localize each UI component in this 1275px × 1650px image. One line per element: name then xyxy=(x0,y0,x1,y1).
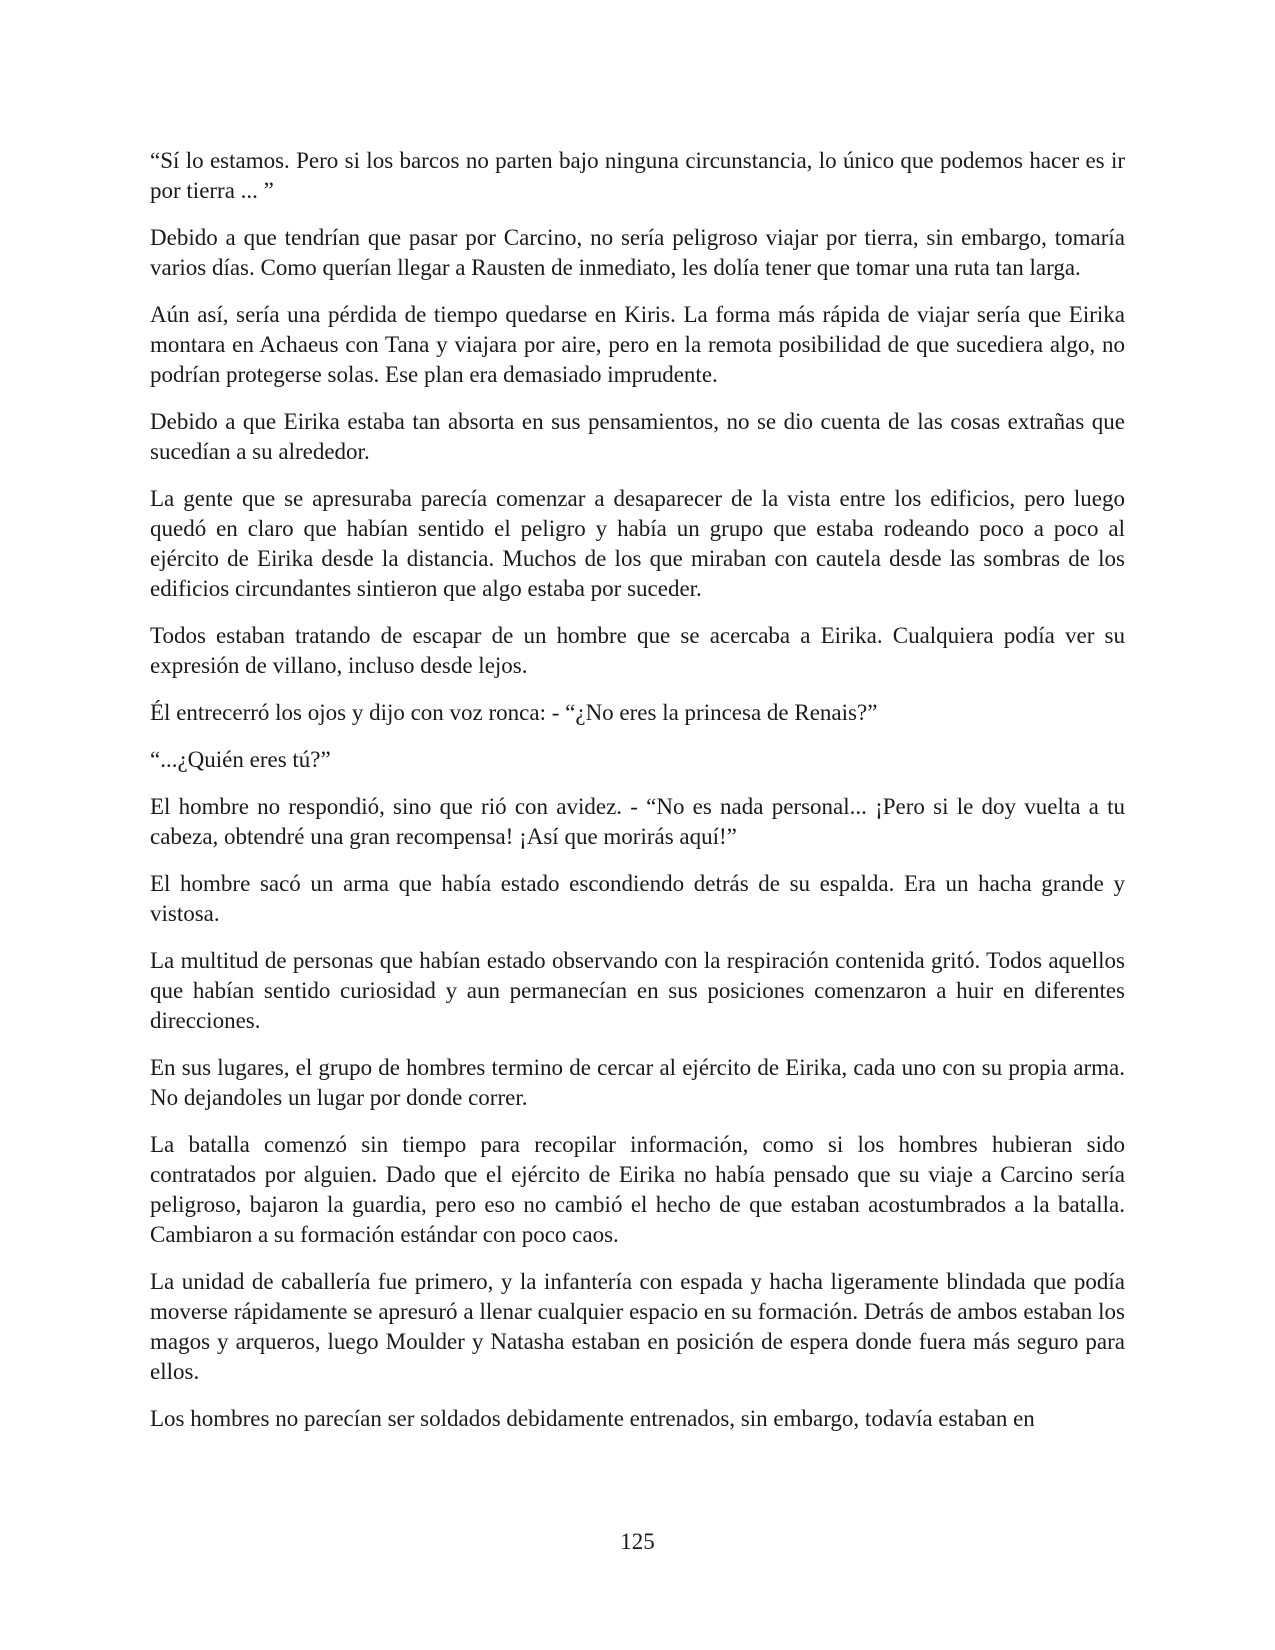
paragraph: Debido a que Eirika estaba tan absorta en sus pensamientos, no se dio cuenta de las cosas extrañas que sucedían a su alrededor. xyxy=(150,409,1125,464)
paragraph: El hombre no respondió, sino que rió con avidez. - “No es nada personal... ¡Pero si le doy vuelta a tu cabeza, obtendré una gran recompensa! ¡Así que morirás aquí!” xyxy=(150,794,1125,849)
paragraph: Aún así, sería una pérdida de tiempo quedarse en Kiris. La forma más rápida de viajar sería que Eirika montara en Achaeus con Tana y viajara por aire, pero en la remota posibilidad de que sucediera algo, no podrían protegerse solas. Ese plan era demasiado imprudente. xyxy=(150,302,1125,387)
paragraph: La multitud de personas que habían estado observando con la respiración contenida gritó. Todos aquellos que habían sentido curiosidad y aun permanecían en sus posiciones comenzaron a huir en diferentes direcciones. xyxy=(150,948,1125,1033)
paragraph: Debido a que tendrían que pasar por Carcino, no sería peligroso viajar por tierra, sin embargo, tomaría varios días. Como querían llegar a Rausten de inmediato, les dolía tener que tomar una ruta tan larga. xyxy=(150,225,1125,280)
page-number: 125 xyxy=(620,1529,655,1554)
paragraph: En sus lugares, el grupo de hombres termino de cercar al ejército de Eirika, cada uno con su propia arma. No dejandoles un lugar por donde correr. xyxy=(150,1055,1125,1110)
paragraph: Los hombres no parecían ser soldados debidamente entrenados, sin embargo, todavía estaban en xyxy=(150,1406,1035,1431)
paragraph: Él entrecerró los ojos y dijo con voz ronca: - “¿No eres la princesa de Renais?” xyxy=(150,700,878,725)
paragraph: “...¿Quién eres tú?” xyxy=(150,747,331,772)
paragraph: El hombre sacó un arma que había estado escondiendo detrás de su espalda. Era un hacha grande y vistosa. xyxy=(150,871,1125,926)
paragraph: Todos estaban tratando de escapar de un hombre que se acercaba a Eirika. Cualquiera podía ver su expresión de villano, incluso desde lejos. xyxy=(150,623,1125,678)
paragraph: La batalla comenzó sin tiempo para recopilar información, como si los hombres hubieran sido contratados por alguien. Dado que el ejército de Eirika no había pensado que su viaje a Carcino sería peligroso, bajaron la guardia, pero eso no cambió el hecho de que estaban acostumbrados a la batalla. Cambiaron a su formación estándar con poco caos. xyxy=(150,1132,1125,1247)
paragraph: “Sí lo estamos. Pero si los barcos no parten bajo ninguna circunstancia, lo único que podemos hacer es ir por tierra ... ” xyxy=(150,148,1125,203)
page-body xyxy=(150,146,1125,1451)
paragraph: La unidad de caballería fue primero, y la infantería con espada y hacha ligeramente blindada que podía moverse rápidamente se apresuró a llenar cualquier espacio en su formación. Detrás de ambos estaban los magos y arqueros, luego Moulder y Natasha estaban en posición de espera donde fuera más seguro para ellos. xyxy=(150,1269,1125,1384)
paragraph: La gente que se apresuraba parecía comenzar a desaparecer de la vista entre los edificios, pero luego quedó en claro que habían sentido el peligro y había un grupo que estaba rodeando poco a poco al ejército de Eirika desde la distancia. Muchos de los que miraban con cautela desde las sombras de los edificios circundantes sintieron que algo estaba por suceder. xyxy=(150,486,1125,601)
